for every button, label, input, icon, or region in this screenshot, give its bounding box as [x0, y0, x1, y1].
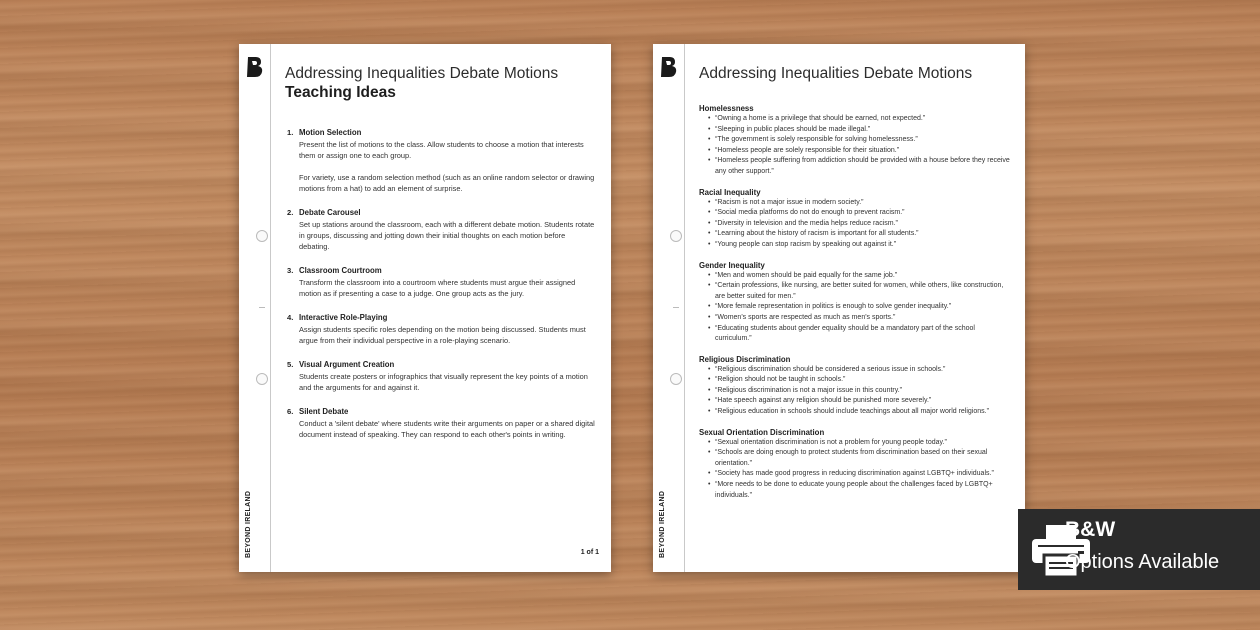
idea-item — [287, 208, 597, 252]
sheet-title: Addressing Inequalities Debate Motions — [699, 65, 973, 82]
badge-title: B&W — [1065, 518, 1116, 541]
motion-category — [699, 355, 1013, 418]
motion-item: • “More female representation in politics is enough to solve gender inequality.” — [709, 302, 1013, 313]
idea-number: 6. — [287, 407, 294, 416]
motion-item: • “Sexual orientation discrimination is not a problem for young people today.” — [709, 438, 1013, 449]
idea-item — [287, 266, 597, 299]
motions-list — [699, 104, 1013, 511]
idea-item — [287, 360, 597, 393]
motion-category — [699, 188, 1013, 251]
brand-label: BEYOND IRELAND — [659, 490, 666, 558]
punch-hole — [670, 373, 682, 385]
motion-item: • “Homeless people are solely responsible for their situation.” — [709, 146, 1013, 157]
title-text: Addressing Inequalities Debate Motions — [285, 65, 559, 82]
motion-item: • “Young people can stop racism by speaking out against it.” — [709, 240, 1013, 251]
punch-hole — [256, 373, 268, 385]
idea-text: Transform the classroom into a courtroom where students must argue their assigned motion as if presenting a case to a judge. One group acts as the jury. — [299, 278, 576, 298]
motion-item: • “Educating students about gender equality should be a mandatory part of the school curriculum.” — [709, 324, 1013, 345]
idea-number: 1. — [287, 128, 294, 137]
motion-list — [699, 438, 1013, 502]
motion-list — [699, 114, 1013, 178]
category-heading: Racial Inequality — [699, 187, 761, 197]
idea-number: 5. — [287, 360, 294, 369]
category-heading: Religious Discrimination — [699, 354, 791, 364]
motion-item: • “Social media platforms do not do enough to prevent racism.” — [709, 208, 1013, 219]
motion-item: • “Religious education in schools should include teachings about all major world religions.” — [709, 407, 1013, 418]
idea-number: 2. — [287, 208, 294, 217]
bw-options-badge — [1018, 509, 1260, 590]
idea-text: Assign students specific roles depending on the motion being discussed. Students must argue from their individual perspective in a role-playing scenario. — [299, 325, 586, 345]
idea-item — [287, 128, 597, 194]
category-heading: Homelessness — [699, 104, 754, 113]
idea-body — [299, 313, 597, 346]
page-number: 1 of 1 — [580, 549, 599, 556]
motion-item: • “Diversity in television and the media helps reduce racism.” — [709, 219, 1013, 230]
idea-body — [299, 266, 597, 299]
punch-hole — [670, 230, 682, 242]
motion-item: • “Schools are doing enough to protect students from discrimination based on their sexual orientation.” — [709, 448, 1013, 469]
brand-logo-icon — [660, 56, 678, 78]
motion-category — [699, 261, 1013, 345]
motion-item: • “Sleeping in public places should be made illegal.” — [709, 125, 1013, 136]
idea-heading: Debate Carousel — [299, 208, 361, 217]
motion-item: • “Learning about the history of racism is important for all students.” — [709, 229, 1013, 240]
debate-motions-sheet — [653, 44, 1025, 572]
category-heading: Gender Inequality — [699, 260, 765, 270]
idea-item — [287, 407, 597, 440]
idea-text: Conduct a 'silent debate' where students write their arguments on paper or a shared digital document instead of speaking. They can respond to each other's points in writing. — [299, 419, 595, 439]
brand-logo-icon — [246, 56, 264, 78]
motion-list — [699, 198, 1013, 251]
idea-heading: Interactive Role-Playing — [299, 313, 388, 322]
idea-text: For variety, use a random selection method (such as an online random selector or drawing motions from a hat) to add an element of surprise. — [299, 173, 595, 193]
idea-body — [299, 360, 597, 393]
motion-item: • “Society has made good progress in reducing discrimination against LGBTQ+ individuals.” — [709, 469, 1013, 480]
idea-number: 3. — [287, 266, 294, 275]
motion-item: • “Religious discrimination should be considered a serious issue in schools.” — [709, 365, 1013, 376]
teaching-ideas-sheet — [239, 44, 611, 572]
badge-subtitle: Options Available — [1065, 551, 1220, 573]
motion-item: • “The government is solely responsible for solving homelessness.” — [709, 135, 1013, 146]
motion-item: • “Homeless people suffering from addiction should be provided with a house before they receive any other support.” — [709, 156, 1013, 177]
idea-heading: Visual Argument Creation — [299, 360, 395, 369]
margin-line — [684, 44, 685, 572]
category-heading: Sexual Orientation Discrimination — [699, 427, 825, 437]
motion-item: • “Racism is not a major issue in modern society.” — [709, 198, 1013, 209]
motion-item: • “Certain professions, like nursing, are better suited for women, while others, like construction, are better suited for men.” — [709, 281, 1013, 302]
margin-line — [270, 44, 271, 572]
sheet-title — [285, 64, 599, 102]
idea-heading: Silent Debate — [299, 407, 349, 416]
idea-number: 4. — [287, 313, 294, 322]
ideas-list — [287, 128, 597, 454]
motion-list — [699, 271, 1013, 345]
motion-item: • “Religious discrimination is not a major issue in this country.” — [709, 386, 1013, 397]
motion-item: • “Owning a home is a privilege that should be earned, not expected.” — [709, 114, 1013, 125]
idea-body — [299, 128, 597, 194]
idea-heading: Classroom Courtroom — [299, 266, 382, 275]
idea-text: Set up stations around the classroom, each with a different debate motion. Students rotate in groups, discussing and jotting down their initial thoughts on each motion before debating. — [299, 220, 595, 251]
idea-body — [299, 208, 597, 252]
motion-item: • “Men and women should be paid equally for the same job.” — [709, 271, 1013, 282]
idea-item — [287, 313, 597, 346]
motion-category — [699, 104, 1013, 178]
motion-list — [699, 365, 1013, 418]
motion-item: • “Religion should not be taught in schools.” — [709, 375, 1013, 386]
motion-item: • “Women's sports are respected as much as men's sports.” — [709, 313, 1013, 324]
idea-heading: Motion Selection — [299, 128, 362, 137]
motion-item: • “More needs to be done to educate young people about the challenges faced by LGBTQ+ individuals.” — [709, 480, 1013, 501]
punch-hole — [256, 230, 268, 242]
motion-category — [699, 428, 1013, 502]
fold-mark — [673, 307, 679, 308]
sheet-subtitle: Teaching Ideas — [285, 84, 396, 101]
idea-text: Students create posters or infographics that visually represent the key points of a motion and the arguments for and against it. — [299, 372, 588, 392]
idea-text: Present the list of motions to the class. Allow students to choose a motion that interests them or assign one to each group. — [299, 140, 584, 160]
brand-label: BEYOND IRELAND — [245, 490, 252, 558]
motion-item: • “Hate speech against any religion should be punished more severely.” — [709, 396, 1013, 407]
idea-body — [299, 407, 597, 440]
fold-mark — [259, 307, 265, 308]
